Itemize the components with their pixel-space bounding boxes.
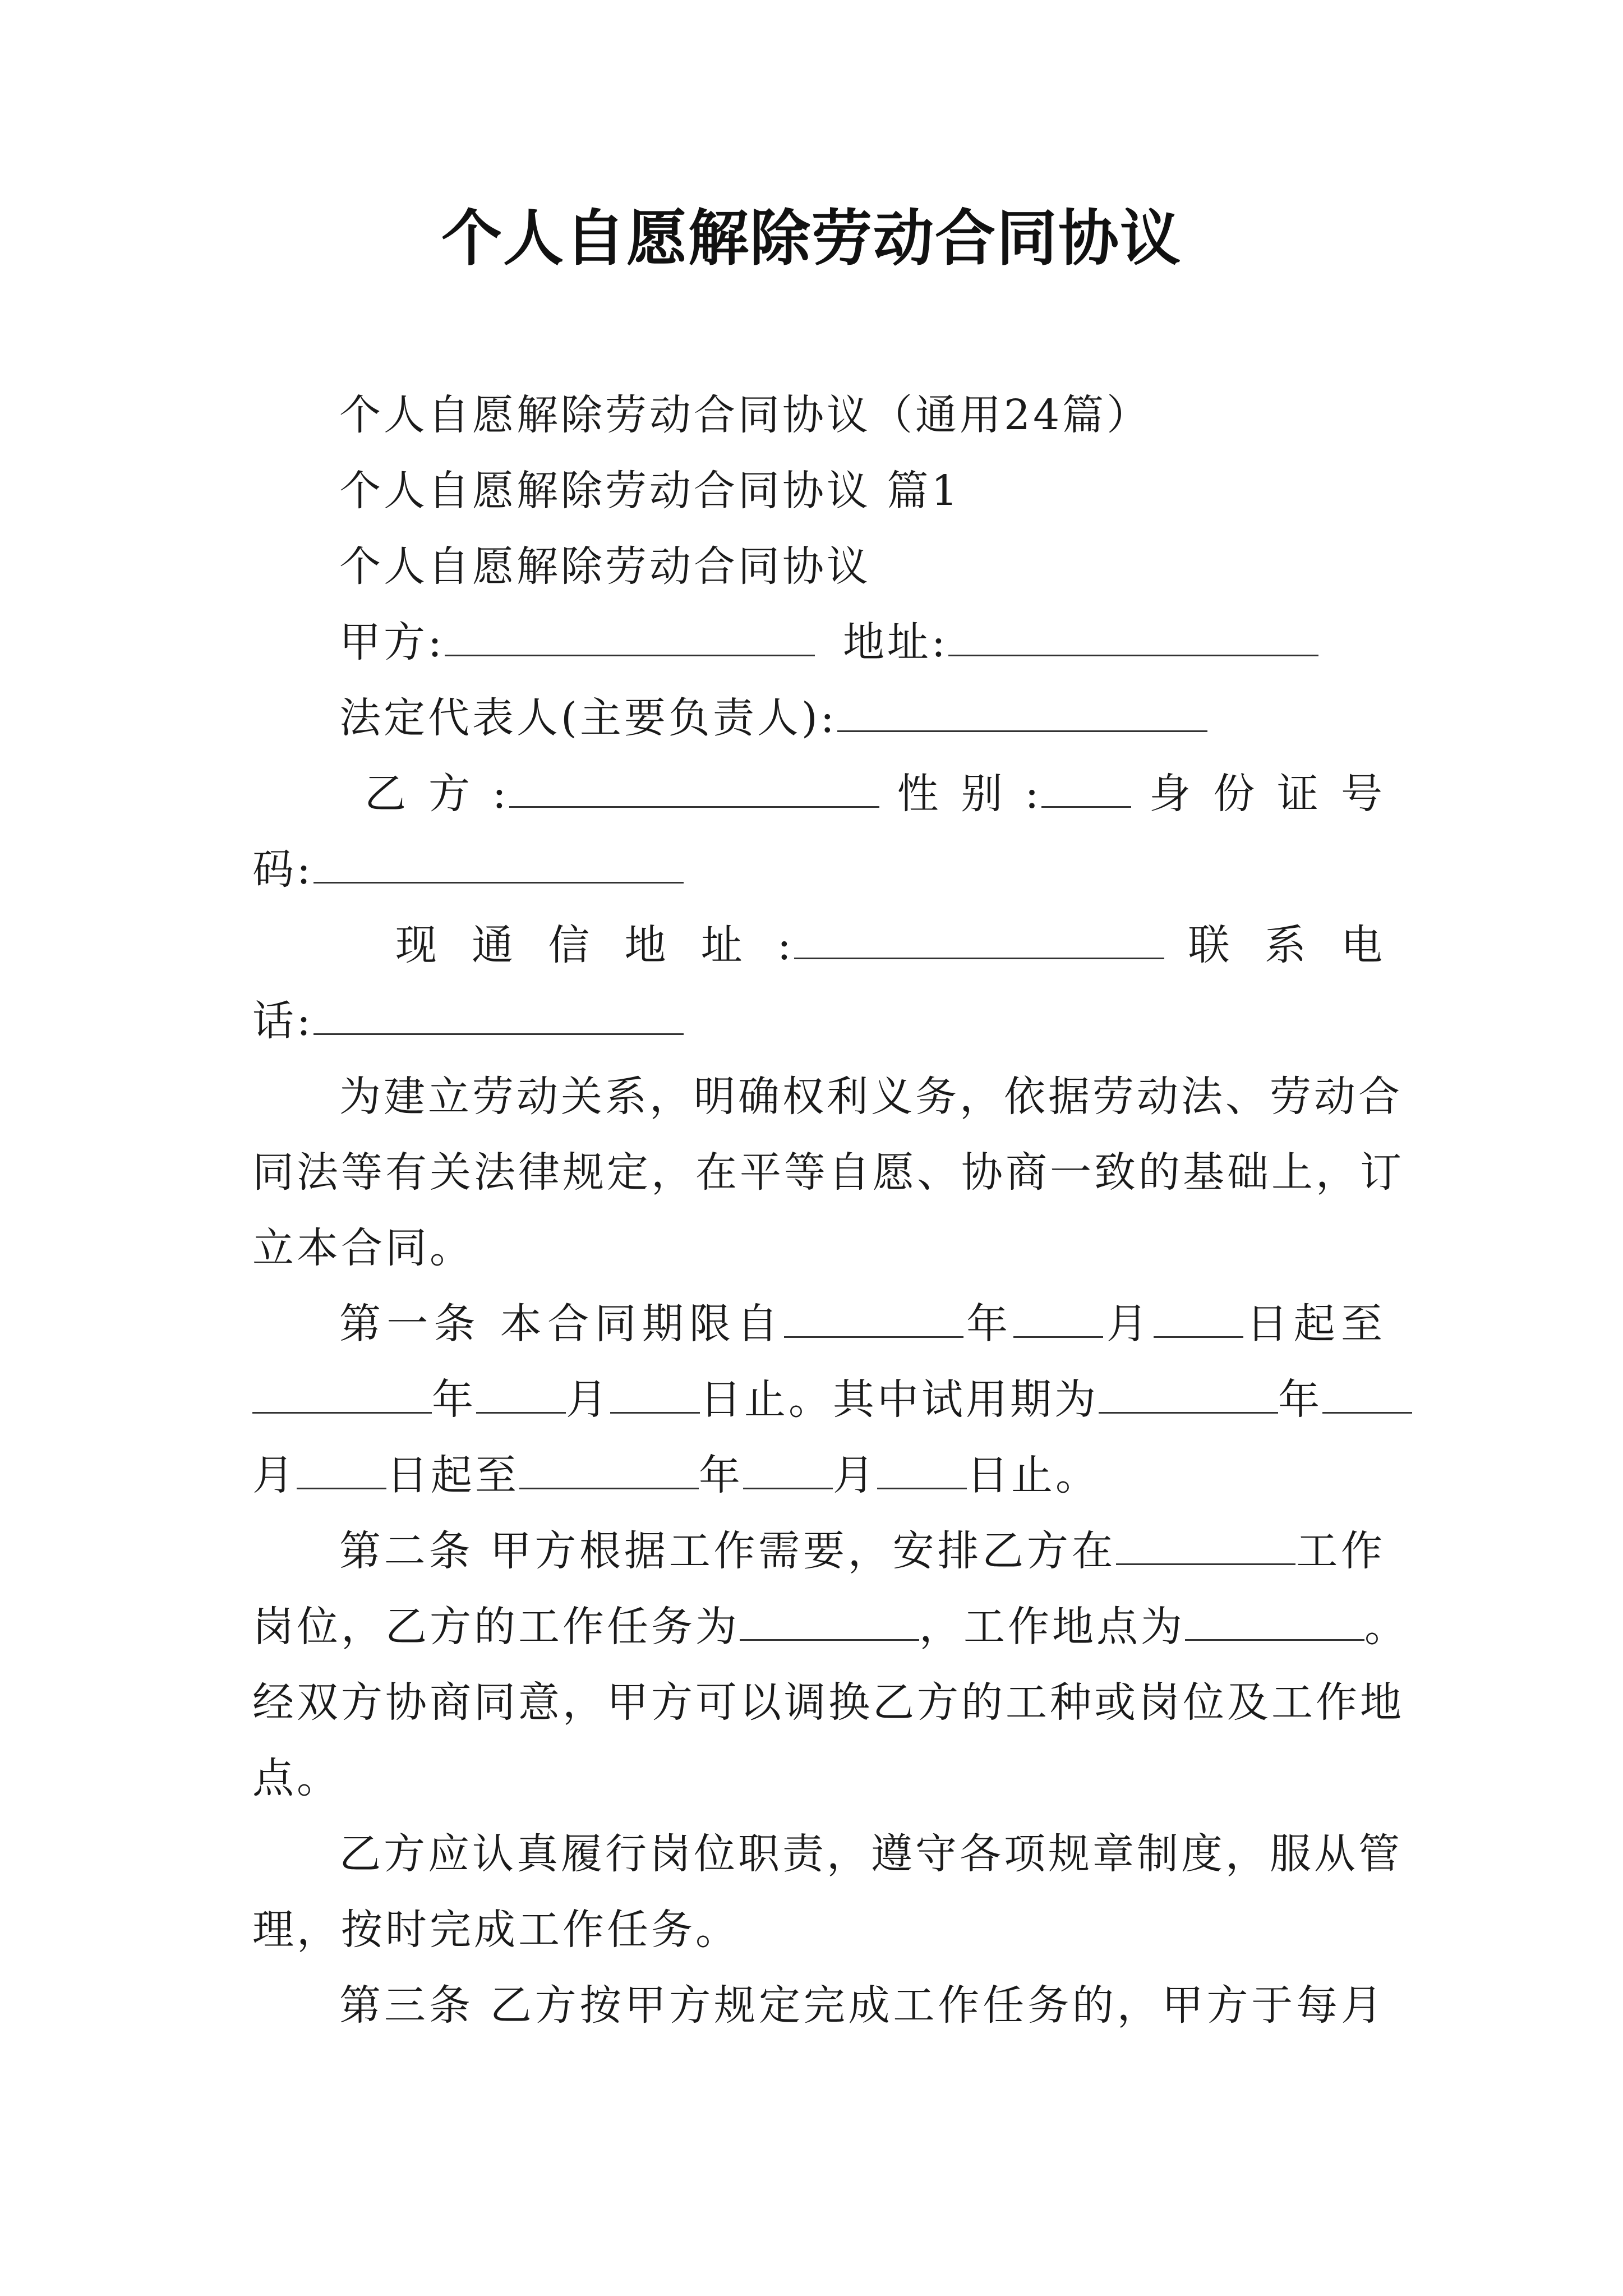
phone-line xyxy=(252,993,1385,1049)
day-label: 日起至 xyxy=(386,1451,519,1499)
probation-end-month-blank xyxy=(743,1454,833,1489)
party-b-label: 乙 方 : xyxy=(365,770,509,818)
end-year-blank xyxy=(252,1378,432,1414)
phone-label-cont: 话: xyxy=(252,997,313,1045)
gender-label: 性 别 : xyxy=(897,770,1042,818)
probation-end-year-blank xyxy=(519,1454,699,1489)
party-a-blank xyxy=(445,621,815,656)
agreement-name: 个人自愿解除劳动合同协议 xyxy=(339,542,871,591)
start-month-blank xyxy=(1013,1303,1103,1338)
start-year-blank xyxy=(784,1303,963,1338)
contact-address-blank xyxy=(794,924,1164,959)
party-b-blank xyxy=(509,772,879,808)
position-blank xyxy=(1116,1530,1295,1565)
month-label: 月 xyxy=(833,1451,877,1499)
article-1-line xyxy=(252,1372,1385,1428)
year-label: 年 xyxy=(432,1375,476,1424)
article-2-label: 第二条 甲方根据工作需要，安排乙方在 xyxy=(339,1527,1117,1575)
paragraph-line xyxy=(252,1674,1404,1731)
party-a-label: 甲方: xyxy=(339,618,445,666)
month-label: 月 xyxy=(1103,1300,1154,1348)
year-label: 年 xyxy=(699,1451,743,1499)
article-1-line xyxy=(252,1447,1385,1503)
month-label: 月 xyxy=(566,1375,610,1424)
paragraph-line xyxy=(339,463,1385,519)
subtitle-text: 个人自愿解除劳动合同协议（通用24篇） xyxy=(339,391,1151,439)
section-heading: 个人自愿解除劳动合同协议 篇1 xyxy=(339,467,961,515)
party-b-line xyxy=(365,766,1385,822)
day-label: 日止。 xyxy=(967,1451,1100,1499)
paragraph-text: 立本合同。 xyxy=(252,1224,474,1272)
article-1-label: 第一条 本合同期限自 xyxy=(339,1300,784,1348)
paragraph-text: 同法等有关法律规定，在平等自愿、协商一致的基础上，订 xyxy=(252,1148,1404,1197)
id-number-label-cont: 码: xyxy=(252,845,313,894)
article-3-line xyxy=(339,1977,1385,2033)
start-day-blank xyxy=(1154,1303,1243,1338)
end-month-blank xyxy=(476,1378,566,1414)
probation-label: 日止。其中试用期为 xyxy=(700,1375,1099,1424)
address-blank xyxy=(948,621,1318,656)
paragraph-line xyxy=(252,1902,1385,1958)
legal-rep-blank xyxy=(837,697,1207,732)
paragraph-text: 乙方应认真履行岗位职责，遵守各项规章制度，服从管 xyxy=(339,1830,1403,1878)
year-label: 年 xyxy=(963,1300,1014,1348)
id-number-label: 身 份 证 号 xyxy=(1149,770,1385,818)
paragraph-text: 为建立劳动关系，明确权利义务，依据劳动法、劳动合 xyxy=(339,1073,1403,1121)
phone-blank xyxy=(313,1000,684,1035)
location-blank xyxy=(1185,1605,1364,1641)
paragraph-text: 工作 xyxy=(1295,1527,1385,1575)
contact-address-line xyxy=(395,917,1385,973)
probation-year-blank xyxy=(1099,1378,1278,1414)
paragraph-text: 点。 xyxy=(252,1754,341,1802)
paragraph-text: 第三条 乙方按甲方规定完成工作任务的，甲方于每月 xyxy=(339,1981,1385,2030)
party-a-line xyxy=(339,614,1385,670)
month-label: 月 xyxy=(252,1451,297,1499)
id-number-line xyxy=(252,841,1385,898)
id-number-blank xyxy=(313,848,684,884)
paragraph-line xyxy=(339,1069,1403,1125)
end-day-blank xyxy=(610,1378,700,1414)
phone-label: 联 系 电 xyxy=(1188,921,1386,969)
paragraph-line xyxy=(339,1826,1403,1882)
legal-rep-line xyxy=(339,690,1385,746)
article-2-line xyxy=(252,1599,1408,1655)
paragraph-text: 岗位，乙方的工作任务为 xyxy=(252,1603,740,1651)
paragraph-text: 经双方协商同意，甲方可以调换乙方的工种或岗位及工作地 xyxy=(252,1678,1404,1727)
day-label: 日起至 xyxy=(1243,1300,1386,1348)
paragraph-line xyxy=(339,387,1385,443)
probation-day-blank xyxy=(297,1454,386,1489)
probation-end-day-blank xyxy=(877,1454,967,1489)
gender-blank xyxy=(1041,772,1131,808)
paragraph-line xyxy=(339,539,1385,595)
paragraph-line xyxy=(252,1220,1385,1276)
probation-month-blank xyxy=(1322,1378,1412,1414)
paragraph-line xyxy=(252,1144,1404,1200)
legal-rep-label: 法定代表人(主要负责人): xyxy=(339,694,837,742)
article-2-line xyxy=(339,1523,1385,1579)
paragraph-line xyxy=(252,1750,1385,1806)
paragraph-text: ，工作地点为 xyxy=(919,1603,1185,1651)
year-label: 年 xyxy=(1278,1375,1322,1424)
article-1-line xyxy=(339,1296,1385,1352)
address-label: 地址: xyxy=(842,618,948,666)
paragraph-text: 。 xyxy=(1364,1603,1409,1651)
document-title: 个人自愿解除劳动合同协议 xyxy=(441,203,1182,274)
task-blank xyxy=(740,1605,919,1641)
paragraph-text: 理，按时完成工作任务。 xyxy=(252,1906,740,1954)
contact-address-label: 现 通 信 地 址 : xyxy=(395,921,794,969)
